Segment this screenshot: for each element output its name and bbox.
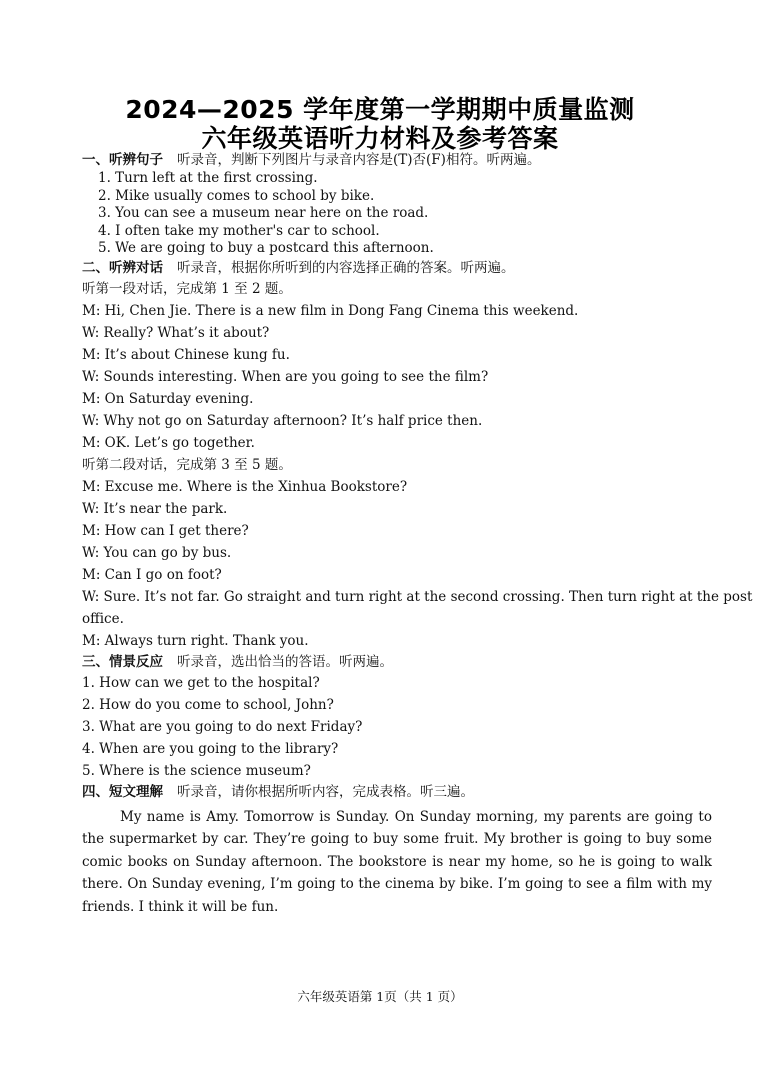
section-3-item: 4. When are you going to the library? <box>82 740 339 757</box>
title-line-2: 六年级英语听力材料及参考答案 <box>201 124 559 153</box>
dialog-line: M: It’s about Chinese kung fu. <box>82 346 290 363</box>
section-2-heading <box>82 258 722 278</box>
section-1-item: 5. We are going to buy a postcard this afternoon. <box>98 240 434 256</box>
dialog-line: M: How can I get there? <box>82 522 249 539</box>
section-3-heading <box>82 652 722 672</box>
section-1-item: 3. You can see a museum near here on the road. <box>98 205 429 221</box>
page-footer: 六年级英语第 1页（共 1 页） <box>297 989 463 1004</box>
section-3-item: 2. How do you come to school, John? <box>82 696 334 713</box>
dialog-line: W: Why not go on Saturday afternoon? It’s half price then. <box>82 412 483 429</box>
dialog-line: W: It’s near the park. <box>82 500 228 517</box>
section-4-label: 四、短文理解 <box>82 783 163 800</box>
dialog-line: M: Excuse me. Where is the Xinhua Bookstore? <box>82 478 408 495</box>
document-content <box>82 150 753 918</box>
section-1-item: 4. I often take my mother's car to school. <box>98 222 380 239</box>
section-4-passage: My name is Amy. Tomorrow is Sunday. On Sunday morning, my parents are going to the supermarket by car. They’re going to buy some fruit. My brother is going to buy some comic books on Sunday afternoon. The bookstore is near my home, so he is going to walk there. On Sunday evening, I’m going to the cinema by bike. I’m going to see a film with my friends. I think it will be fun. <box>82 808 712 915</box>
section-3-item: 5. Where is the science museum? <box>82 762 311 779</box>
dialog-1-intro: 听第一段对话，完成第 1 至 2 题。 <box>82 280 292 297</box>
dialog-line: office. <box>82 610 124 627</box>
section-4-instruction: 听录音，请你根据所听内容，完成表格。听三遍。 <box>177 783 474 800</box>
dialog-line: W: You can go by bus. <box>82 544 232 561</box>
dialog-line: W: Really? What’s it about? <box>82 324 270 341</box>
section-3-label: 三、情景反应 <box>82 653 163 670</box>
dialog-line: M: Can I go on foot? <box>82 566 222 583</box>
dialog-line: W: Sure. It’s not far. Go straight and turn right at the second crossing. Then turn right at the post <box>82 588 753 605</box>
section-4-heading <box>82 782 722 802</box>
dialog-line: M: Always turn right. Thank you. <box>82 632 309 649</box>
dialog-line: M: OK. Let’s go together. <box>82 434 255 451</box>
section-1-instruction: 听录音，判断下列图片与录音内容是(T)否(F)相符。听两遍。 <box>177 152 541 168</box>
section-2-label: 二、听辨对话 <box>82 259 163 276</box>
title-line-1: 2024—2025 学年度第一学期期中质量监测 <box>125 95 635 124</box>
section-2-instruction: 听录音，根据你所听到的内容选择正确的答案。听两遍。 <box>177 259 515 276</box>
section-3-item: 1. How can we get to the hospital? <box>82 674 320 691</box>
dialog-line: W: Sounds interesting. When are you going to see the film? <box>82 368 489 385</box>
section-1-heading <box>82 150 722 170</box>
section-1-label: 一、听辨句子 <box>82 152 163 168</box>
dialog-line: M: On Saturday evening. <box>82 390 254 407</box>
dialog-2-intro: 听第二段对话，完成第 3 至 5 题。 <box>82 456 292 473</box>
section-1-item: 2. Mike usually comes to school by bike. <box>98 187 375 204</box>
section-1-item: 1. Turn left at the first crossing. <box>98 170 318 186</box>
dialog-line: M: Hi, Chen Jie. There is a new film in Dong Fang Cinema this weekend. <box>82 302 579 319</box>
section-3-instruction: 听录音，选出恰当的答语。听两遍。 <box>177 653 393 670</box>
section-3-item: 3. What are you going to do next Friday? <box>82 718 363 735</box>
